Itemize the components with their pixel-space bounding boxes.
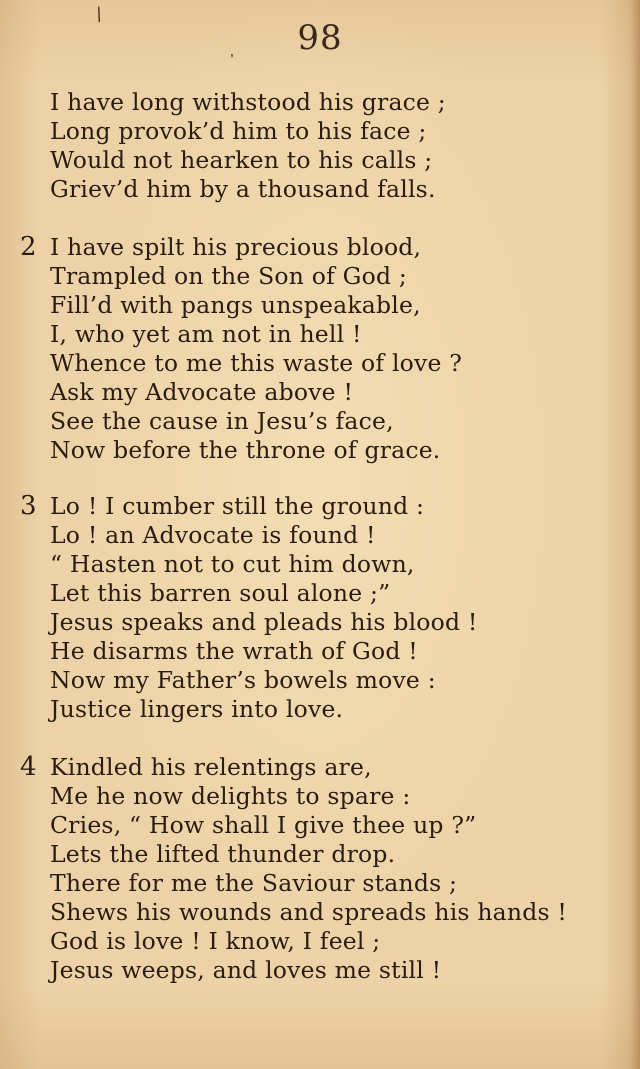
verse-line: Jesus weeps, and loves me still ! (50, 956, 442, 984)
verse-line: There for me the Saviour stands ; (50, 869, 458, 897)
verse-line: I, who yet am not in hell ! (50, 320, 362, 348)
verse-line: Shews his wounds and spreads his hands ! (50, 898, 568, 926)
verse-line: Would not hearken to his calls ; (50, 146, 433, 174)
verse-line: Justice lingers into love. (50, 695, 344, 723)
verse-line: Kindled his relentings are, (50, 753, 372, 781)
verse-line: Jesus speaks and pleads his blood ! (50, 608, 478, 636)
verse-line: Now my Father’s bowels move : (50, 666, 436, 694)
verse-line: God is love ! I know, I feel ; (50, 927, 381, 955)
ink-mark: / (92, 3, 106, 26)
verse-line: Lo ! an Advocate is found ! (50, 521, 376, 549)
ink-mark: , (224, 43, 237, 61)
verse-line: Let this barren soul alone ;” (50, 579, 391, 607)
verse-line: I have spilt his precious blood, (50, 233, 422, 261)
verse-line: See the cause in Jesu’s face, (50, 407, 394, 435)
stanza-number: 2 (20, 232, 37, 262)
stanza-number: 4 (20, 752, 37, 782)
verse-line: Now before the throne of grace. (50, 436, 441, 464)
verse-line: I have long withstood his grace ; (50, 88, 446, 116)
verse-line: “ Hasten not to cut him down, (50, 550, 415, 578)
stanza-number: 3 (20, 491, 37, 521)
page-number: 98 (297, 18, 343, 58)
verse-line: Lo ! I cumber still the ground : (50, 492, 425, 520)
verse-line: Long provok’d him to his face ; (50, 117, 427, 145)
verse-line: Whence to me this waste of love ? (50, 349, 463, 377)
verse-line: Griev’d him by a thousand falls. (50, 175, 436, 203)
verse-line: Lets the lifted thunder drop. (50, 840, 396, 868)
page-gutter-shadow (630, 0, 640, 1069)
verse-line: Fill’d with pangs unspeakable, (50, 291, 421, 319)
verse-line: Me he now delights to spare : (50, 782, 411, 810)
verse-line: Trampled on the Son of God ; (50, 262, 408, 290)
verse-line: He disarms the wrath of God ! (50, 637, 418, 665)
verse-line: Ask my Advocate above ! (50, 378, 354, 406)
verse-line: Cries, “ How shall I give thee up ?” (50, 811, 477, 839)
